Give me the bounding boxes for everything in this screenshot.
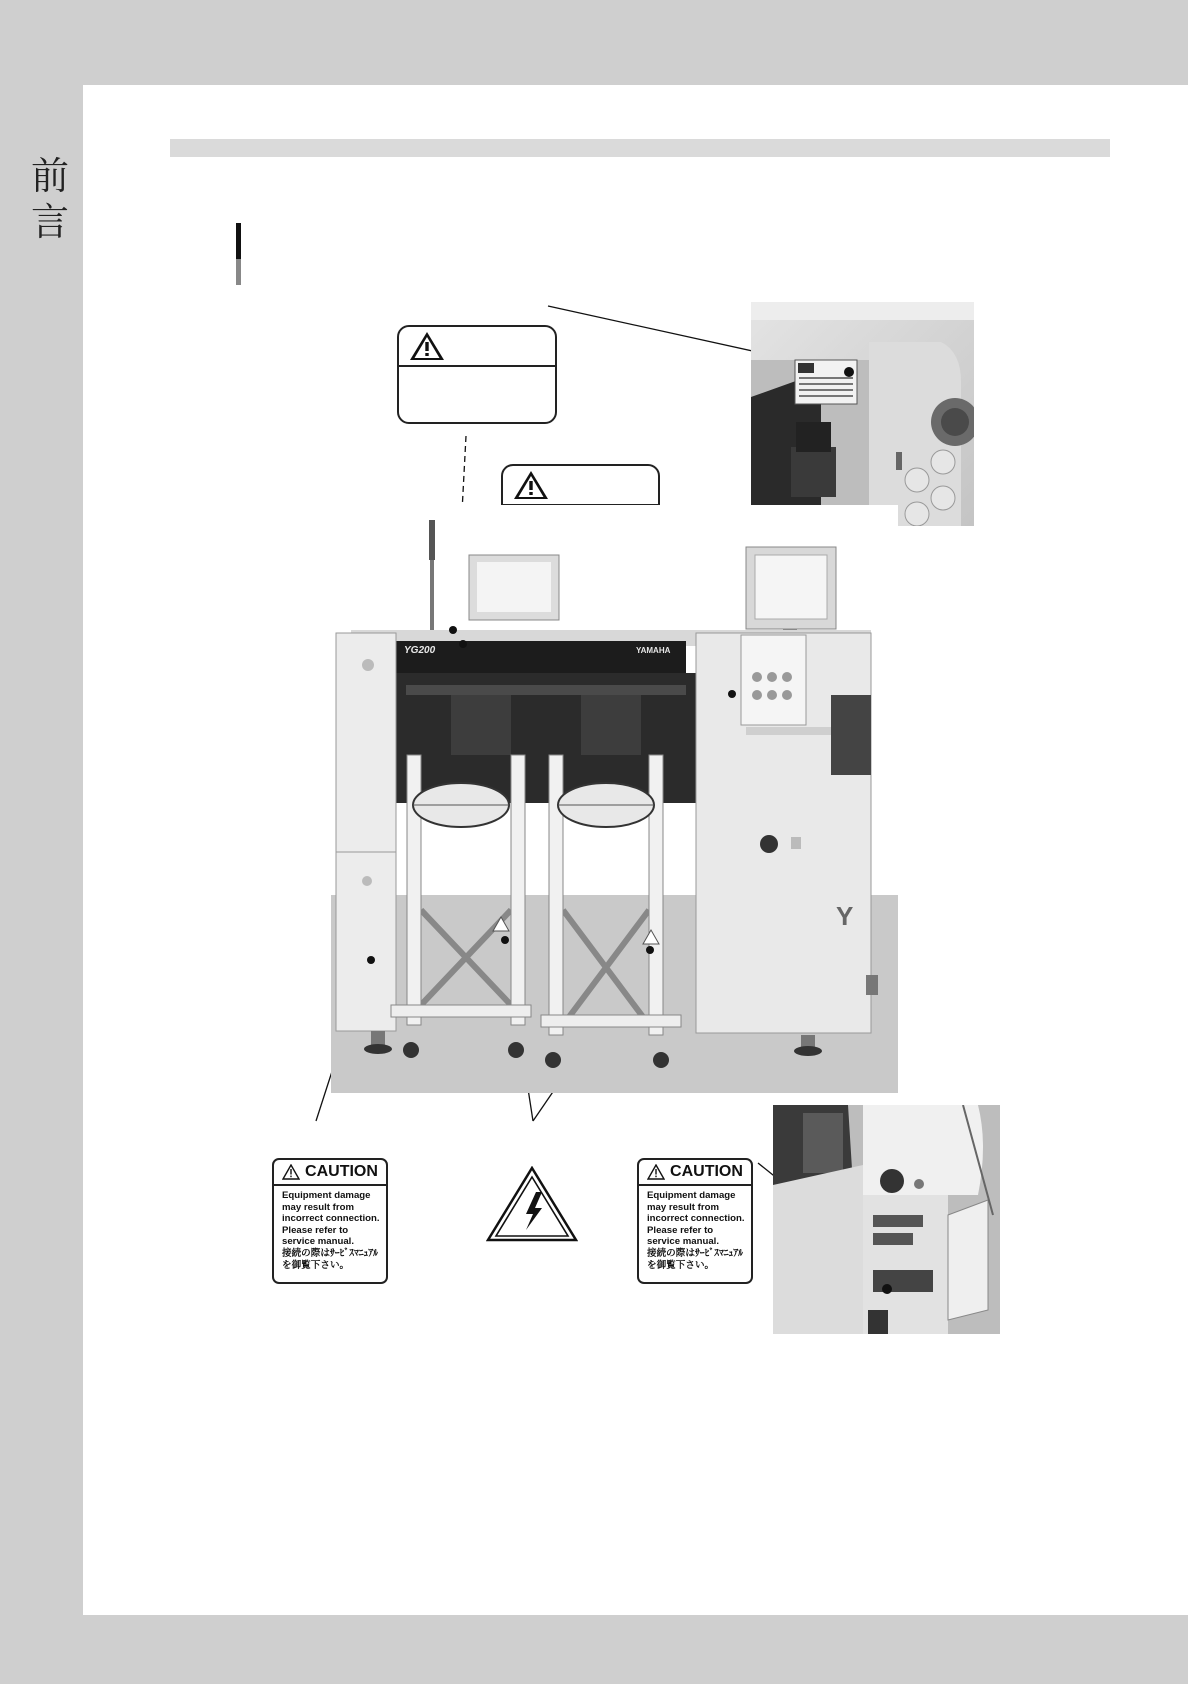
caution-triangle-icon bbox=[647, 1164, 665, 1180]
caution-right-line-7: を御覧下さい。 bbox=[647, 1259, 715, 1271]
machine-side-mark: Y bbox=[836, 901, 854, 931]
warning-label-top-header bbox=[399, 327, 555, 367]
machine-model-text: YG200 bbox=[404, 645, 436, 656]
caution-label-right-header bbox=[639, 1160, 751, 1186]
caution-right-line-2: may result from bbox=[647, 1201, 719, 1213]
warning-label-top-text bbox=[399, 367, 555, 375]
caution-triangle-icon bbox=[282, 1164, 300, 1180]
caution-label-left bbox=[272, 1158, 388, 1284]
caution-label-left-body bbox=[274, 1186, 386, 1275]
caution-left-line-1: Equipment damage bbox=[282, 1190, 371, 1201]
caution-left-line-2: may result from bbox=[282, 1201, 354, 1213]
warning-triangle-icon bbox=[409, 331, 445, 361]
photo-detail-emergency-panel bbox=[751, 302, 974, 526]
caution-right-line-6: 接続の際はｻｰﾋﾞｽﾏﾆｭｱﾙ bbox=[647, 1247, 743, 1259]
caution-label-left-header bbox=[274, 1160, 386, 1186]
caution-left-line-4: Please refer to bbox=[282, 1224, 349, 1236]
caution-label-left-title: CAUTION bbox=[305, 1163, 378, 1180]
side-tab-char-1: 前 bbox=[30, 154, 69, 198]
caution-left-line-3: incorrect connection. bbox=[282, 1213, 380, 1225]
photo-main-machine bbox=[331, 505, 898, 1093]
caution-left-line-7: を御覧下さい。 bbox=[282, 1259, 350, 1271]
caution-left-line-5: service manual. bbox=[282, 1236, 354, 1248]
caution-right-line-1: Equipment damage bbox=[647, 1190, 736, 1201]
photo-detail-connector bbox=[773, 1105, 1000, 1334]
warning-label-top bbox=[397, 325, 557, 424]
caution-left-line-6: 接続の際はｻｰﾋﾞｽﾏﾆｭｱﾙ bbox=[282, 1247, 378, 1259]
caution-label-right bbox=[637, 1158, 753, 1284]
caution-right-line-5: service manual. bbox=[647, 1236, 719, 1248]
machine-brand-text: YAMAHA bbox=[636, 646, 671, 655]
caution-label-right-body bbox=[639, 1186, 751, 1275]
caution-right-line-4: Please refer to bbox=[647, 1224, 714, 1236]
high-voltage-icon bbox=[486, 1166, 578, 1242]
caution-label-right-title: CAUTION bbox=[670, 1163, 743, 1180]
warning-label-middle-header bbox=[503, 466, 658, 506]
warning-triangle-icon bbox=[513, 470, 549, 500]
side-tab-char-2: 言 bbox=[30, 200, 69, 244]
caution-right-line-3: incorrect connection. bbox=[647, 1213, 745, 1225]
